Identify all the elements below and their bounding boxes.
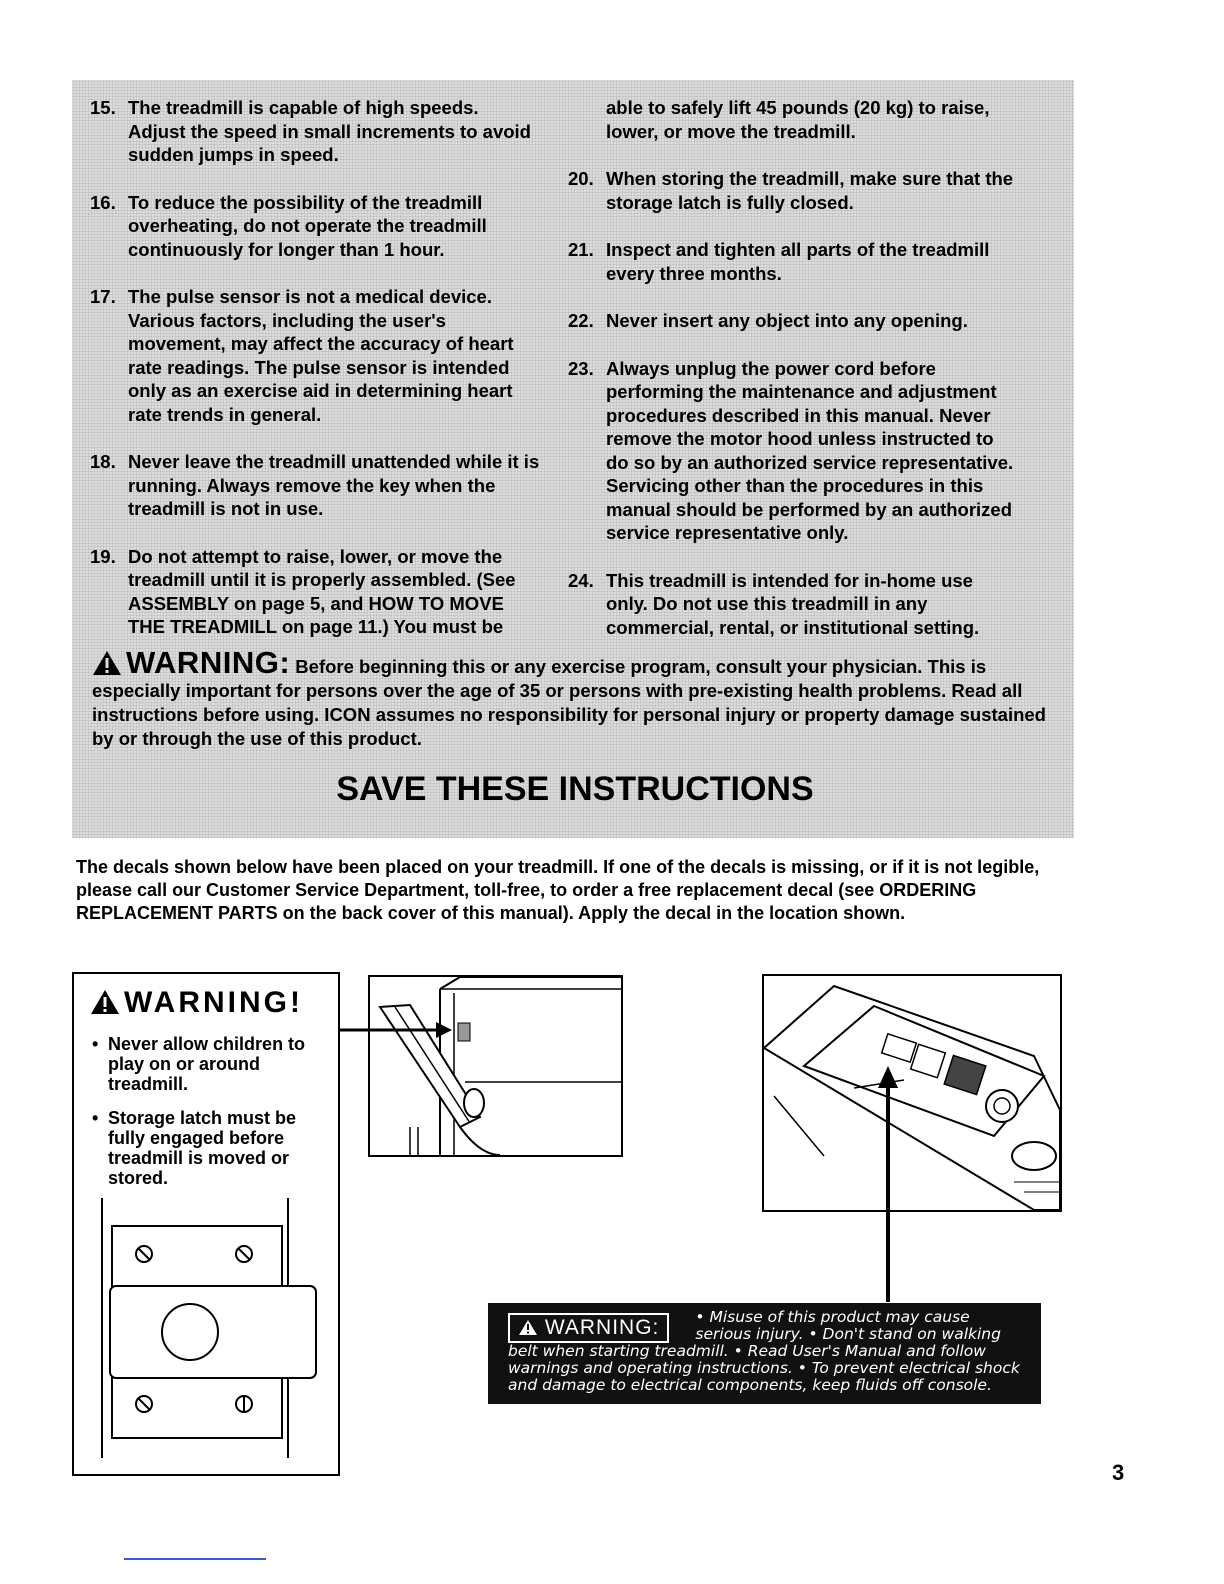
footer-rule [124, 1558, 266, 1560]
item-number: 17. [90, 286, 116, 307]
list-item [90, 96, 540, 167]
warning-paragraph [92, 645, 1054, 751]
item-text: This treadmill is intended for in-home use only. Do not use this treadmill in any commercial, rental, or institutional setting. [606, 569, 980, 638]
safety-list-right [568, 96, 1018, 663]
item-number: 15. [90, 97, 116, 118]
console-warning-text: • Misuse of this product may cause serious injury. • Don't stand on walking belt when starting treadmill. • Read User's Manual and follow warnings and operating instructions. • To prevent electrical shock and damage to electrical components, keep fluids off console. [508, 1308, 1020, 1394]
list-item [90, 191, 540, 262]
bullet-text: Storage latch must be fully engaged before treadmill is moved or stored. [108, 1108, 297, 1188]
item-text: To reduce the possibility of the treadmill overheating, do not operate the treadmill continuously for longer than 1 hour. [128, 191, 487, 260]
storage-latch-illustration [74, 974, 338, 1474]
list-item [568, 238, 1018, 285]
page-number: 3 [1112, 1460, 1125, 1485]
item-number: 24. [568, 569, 594, 591]
list-item [90, 545, 540, 639]
item-number: 18. [90, 451, 116, 472]
item-text: Never leave the treadmill unattended while it is running. Always remove the key when the treadmill is not in use. [128, 451, 540, 519]
warning-triangle-icon [92, 650, 122, 676]
warning-triangle-icon [518, 1319, 538, 1336]
item-number: 19. [90, 545, 116, 567]
warning-label: WARNING: [126, 645, 291, 680]
item-number: 23. [568, 357, 594, 379]
list-item [568, 569, 1018, 640]
item-text: When storing the treadmill, make sure that the storage latch is fully closed. [606, 168, 1014, 213]
list-item: • Never allow children to play on or around treadmill. [92, 1034, 332, 1094]
decal-title-text: WARNING! [124, 986, 303, 1019]
item-text: Do not attempt to raise, lower, or move the treadmill until it is properly assembled. (See ASSEMBLY on page 5, and HOW TO MOVE THE TREADMILL on page 11.) You must be [128, 545, 516, 637]
bullet-text: Never allow children to play on or around treadmill. [108, 1034, 306, 1094]
list-item [90, 285, 540, 426]
item-number: 16. [90, 191, 116, 213]
item-text: Inspect and tighten all parts of the treadmill every three months. [606, 239, 990, 284]
upright-decal-location-illustration [368, 975, 623, 1157]
warning-text: Before beginning this or any exercise program, consult your physician. This is especially important for persons over the age of 35 or persons with pre-existing health problems. Read all instructions before using. ICON assumes no responsibility for personal injury or property damage sustained by or through the use of this product. [92, 656, 1046, 749]
treadmill-console-drawing [764, 976, 1060, 1210]
safety-list-left [90, 96, 540, 663]
console-warning-label [508, 1313, 669, 1343]
list-item [568, 357, 1018, 545]
item-number: 20. [568, 168, 594, 189]
item-text: The pulse sensor is not a medical device. Various factors, including the user's movement, may affect the accuracy of heart rate readings. The pulse sensor is intended only as an exercise aid in determining heart rate trends in general. [128, 286, 514, 425]
treadmill-upright-drawing [370, 977, 621, 1155]
decal-intro-text: The decals shown below have been placed on your treadmill. If one of the decals is missing, or if it is not legible, please call our Customer Service Department, toll-free, to order a free replacement decal (see ORDERING REPLACEMENT PARTS on the back cover of this manual). Apply the decal in the location shown. [76, 857, 1040, 923]
console-warning-label-text: WARNING: [544, 1316, 660, 1339]
list-item: • Storage latch must be fully engaged before treadmill is moved or stored. [92, 1108, 332, 1188]
save-instructions-heading: SAVE THESE INSTRUCTIONS [336, 770, 814, 808]
item-number: 21. [568, 239, 594, 260]
list-item [568, 167, 1018, 214]
item-text: Always unplug the power cord before performing the maintenance and adjustment procedures described in this manual. Never remove the motor hood unless instructed to do so by an authorized service representative. Servicing other than the procedures in this manual should be performed by an authorized service representative only. [606, 357, 1014, 543]
console-warning-decal [488, 1303, 1041, 1404]
item-continuation: able to safely lift 45 pounds (20 kg) to raise, lower, or move the treadmill. [606, 97, 990, 142]
item-text: The treadmill is capable of high speeds. Adjust the speed in small increments to avoid sudden jumps in speed. [128, 97, 531, 165]
console-decal-location-illustration [762, 974, 1062, 1212]
item-text: Never insert any object into any opening. [606, 310, 968, 331]
list-item [90, 450, 540, 521]
item-number: 22. [568, 310, 594, 331]
latch-warning-decal [72, 972, 340, 1476]
list-item [568, 309, 1018, 333]
